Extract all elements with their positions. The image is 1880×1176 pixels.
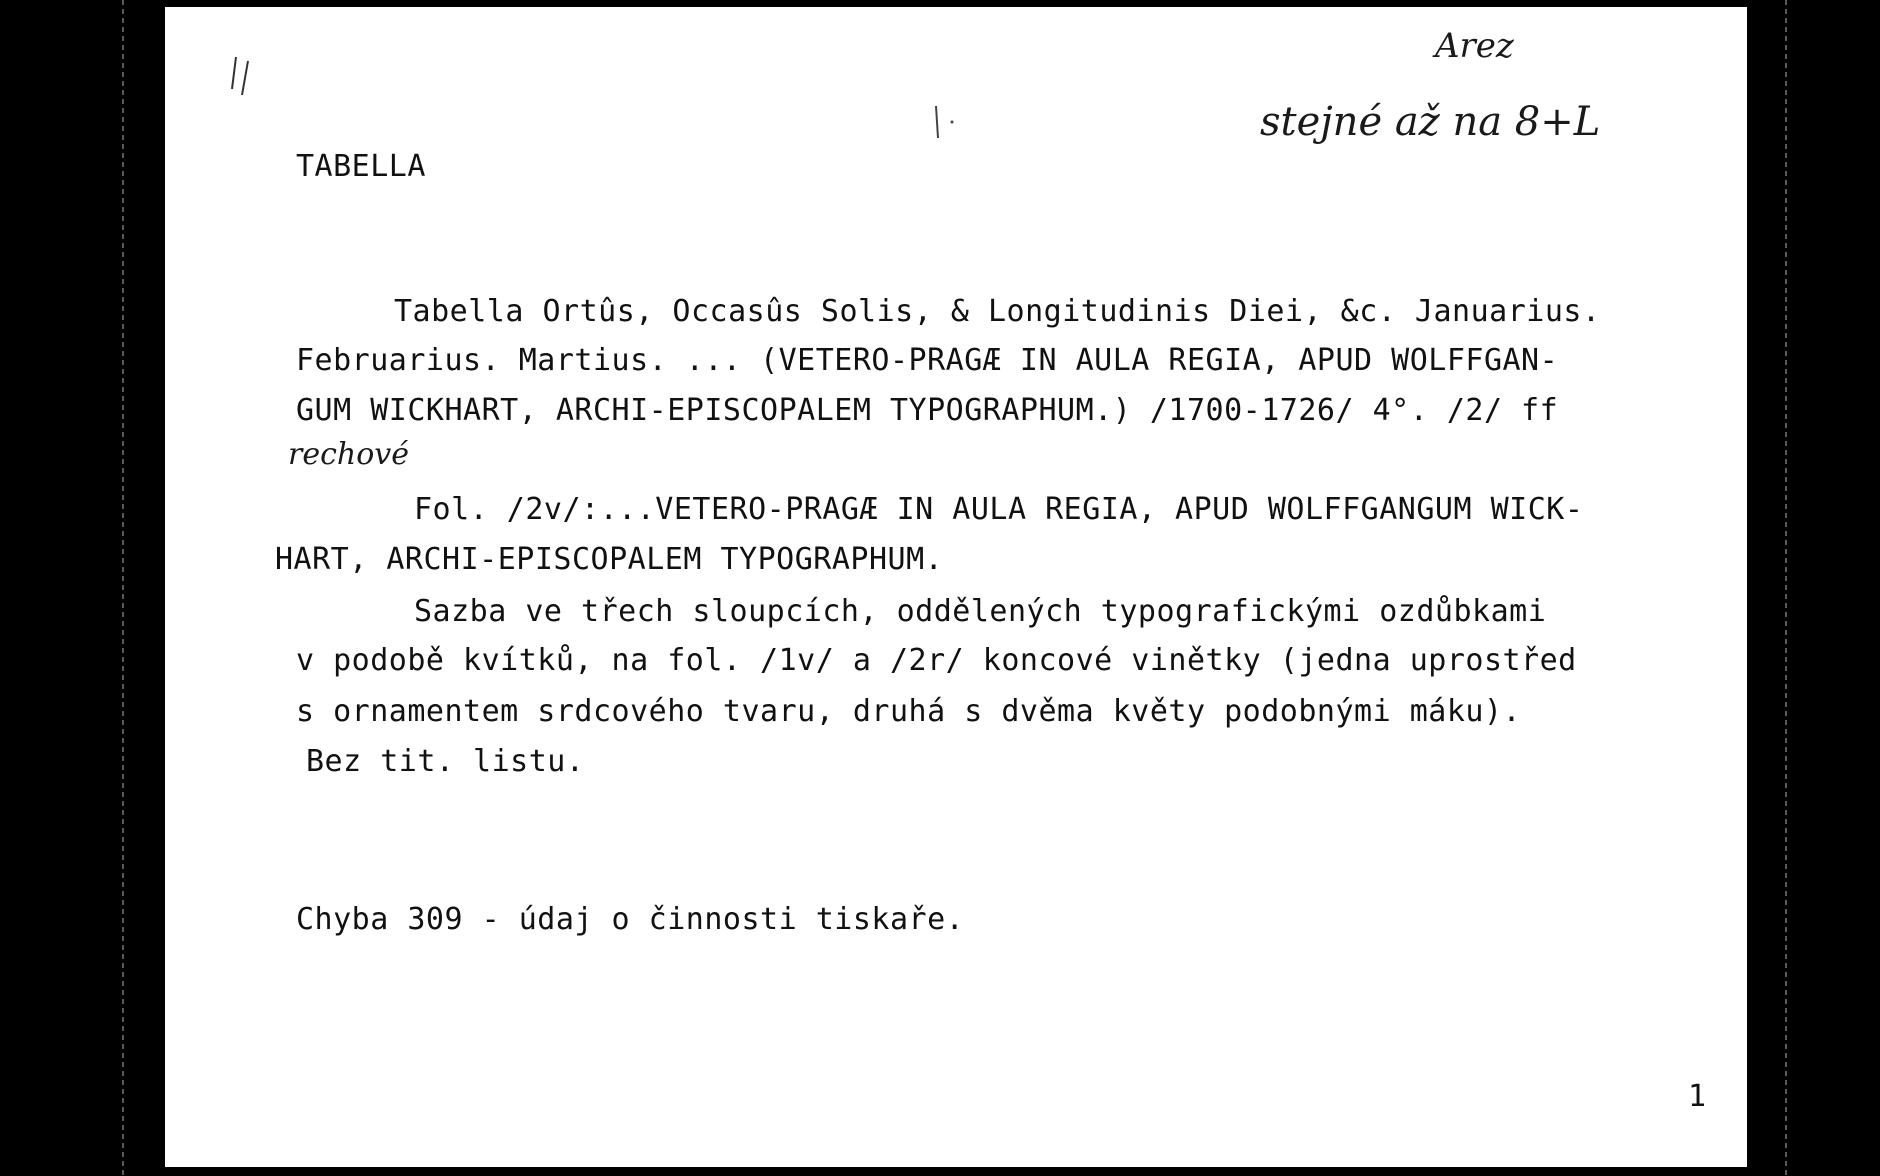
- handwritten-annotation-line2: stejné až na 8+L: [1260, 99, 1601, 145]
- colophon-line-2: HART, ARCHI-EPISCOPALEM TYPOGRAPHUM.: [275, 542, 944, 577]
- description-line-2: v podobě kvítků, na fol. /1v/ a /2r/ koncové vinětky (jedna uprostřed: [296, 643, 1577, 678]
- catalog-card: [165, 7, 1747, 1167]
- description-line-4: Bez tit. listu.: [306, 744, 585, 779]
- pencil-mark-top-left: [220, 47, 280, 107]
- title-line-1: Tabella Ortûs, Occasûs Solis, & Longitudinis Diei, &c. Januarius.: [394, 294, 1601, 329]
- title-line-3: GUM WICKHART, ARCHI-EPISCOPALEM TYPOGRAPHUM.) /1700-1726/ 4°. /2/ ff: [296, 393, 1559, 428]
- handwritten-annotation-line1: Arez: [1435, 26, 1514, 66]
- description-line-3: s ornamentem srdcového tvaru, druhá s dvěma květy podobnými máku).: [296, 694, 1522, 729]
- left-film-edge: [122, 0, 124, 1176]
- handwritten-note-rechove: rechové: [288, 437, 409, 472]
- page-number: 1: [1688, 1079, 1707, 1114]
- colophon-line-1: Fol. /2v/:...VETERO-PRAGÆ IN AULA REGIA, APUD WOLFFGANGUM WICK-: [414, 492, 1584, 527]
- card-heading: TABELLA: [296, 149, 426, 184]
- right-film-edge: [1785, 0, 1787, 1176]
- pencil-mark-top-center: [930, 102, 960, 142]
- error-note: Chyba 309 - údaj o činnosti tiskaře.: [296, 902, 965, 937]
- title-line-2: Februarius. Martius. ... (VETERO-PRAGÆ IN AULA REGIA, APUD WOLFFGAN-: [296, 343, 1559, 378]
- description-line-1: Sazba ve třech sloupcích, oddělených typografickými ozdůbkami: [414, 594, 1547, 629]
